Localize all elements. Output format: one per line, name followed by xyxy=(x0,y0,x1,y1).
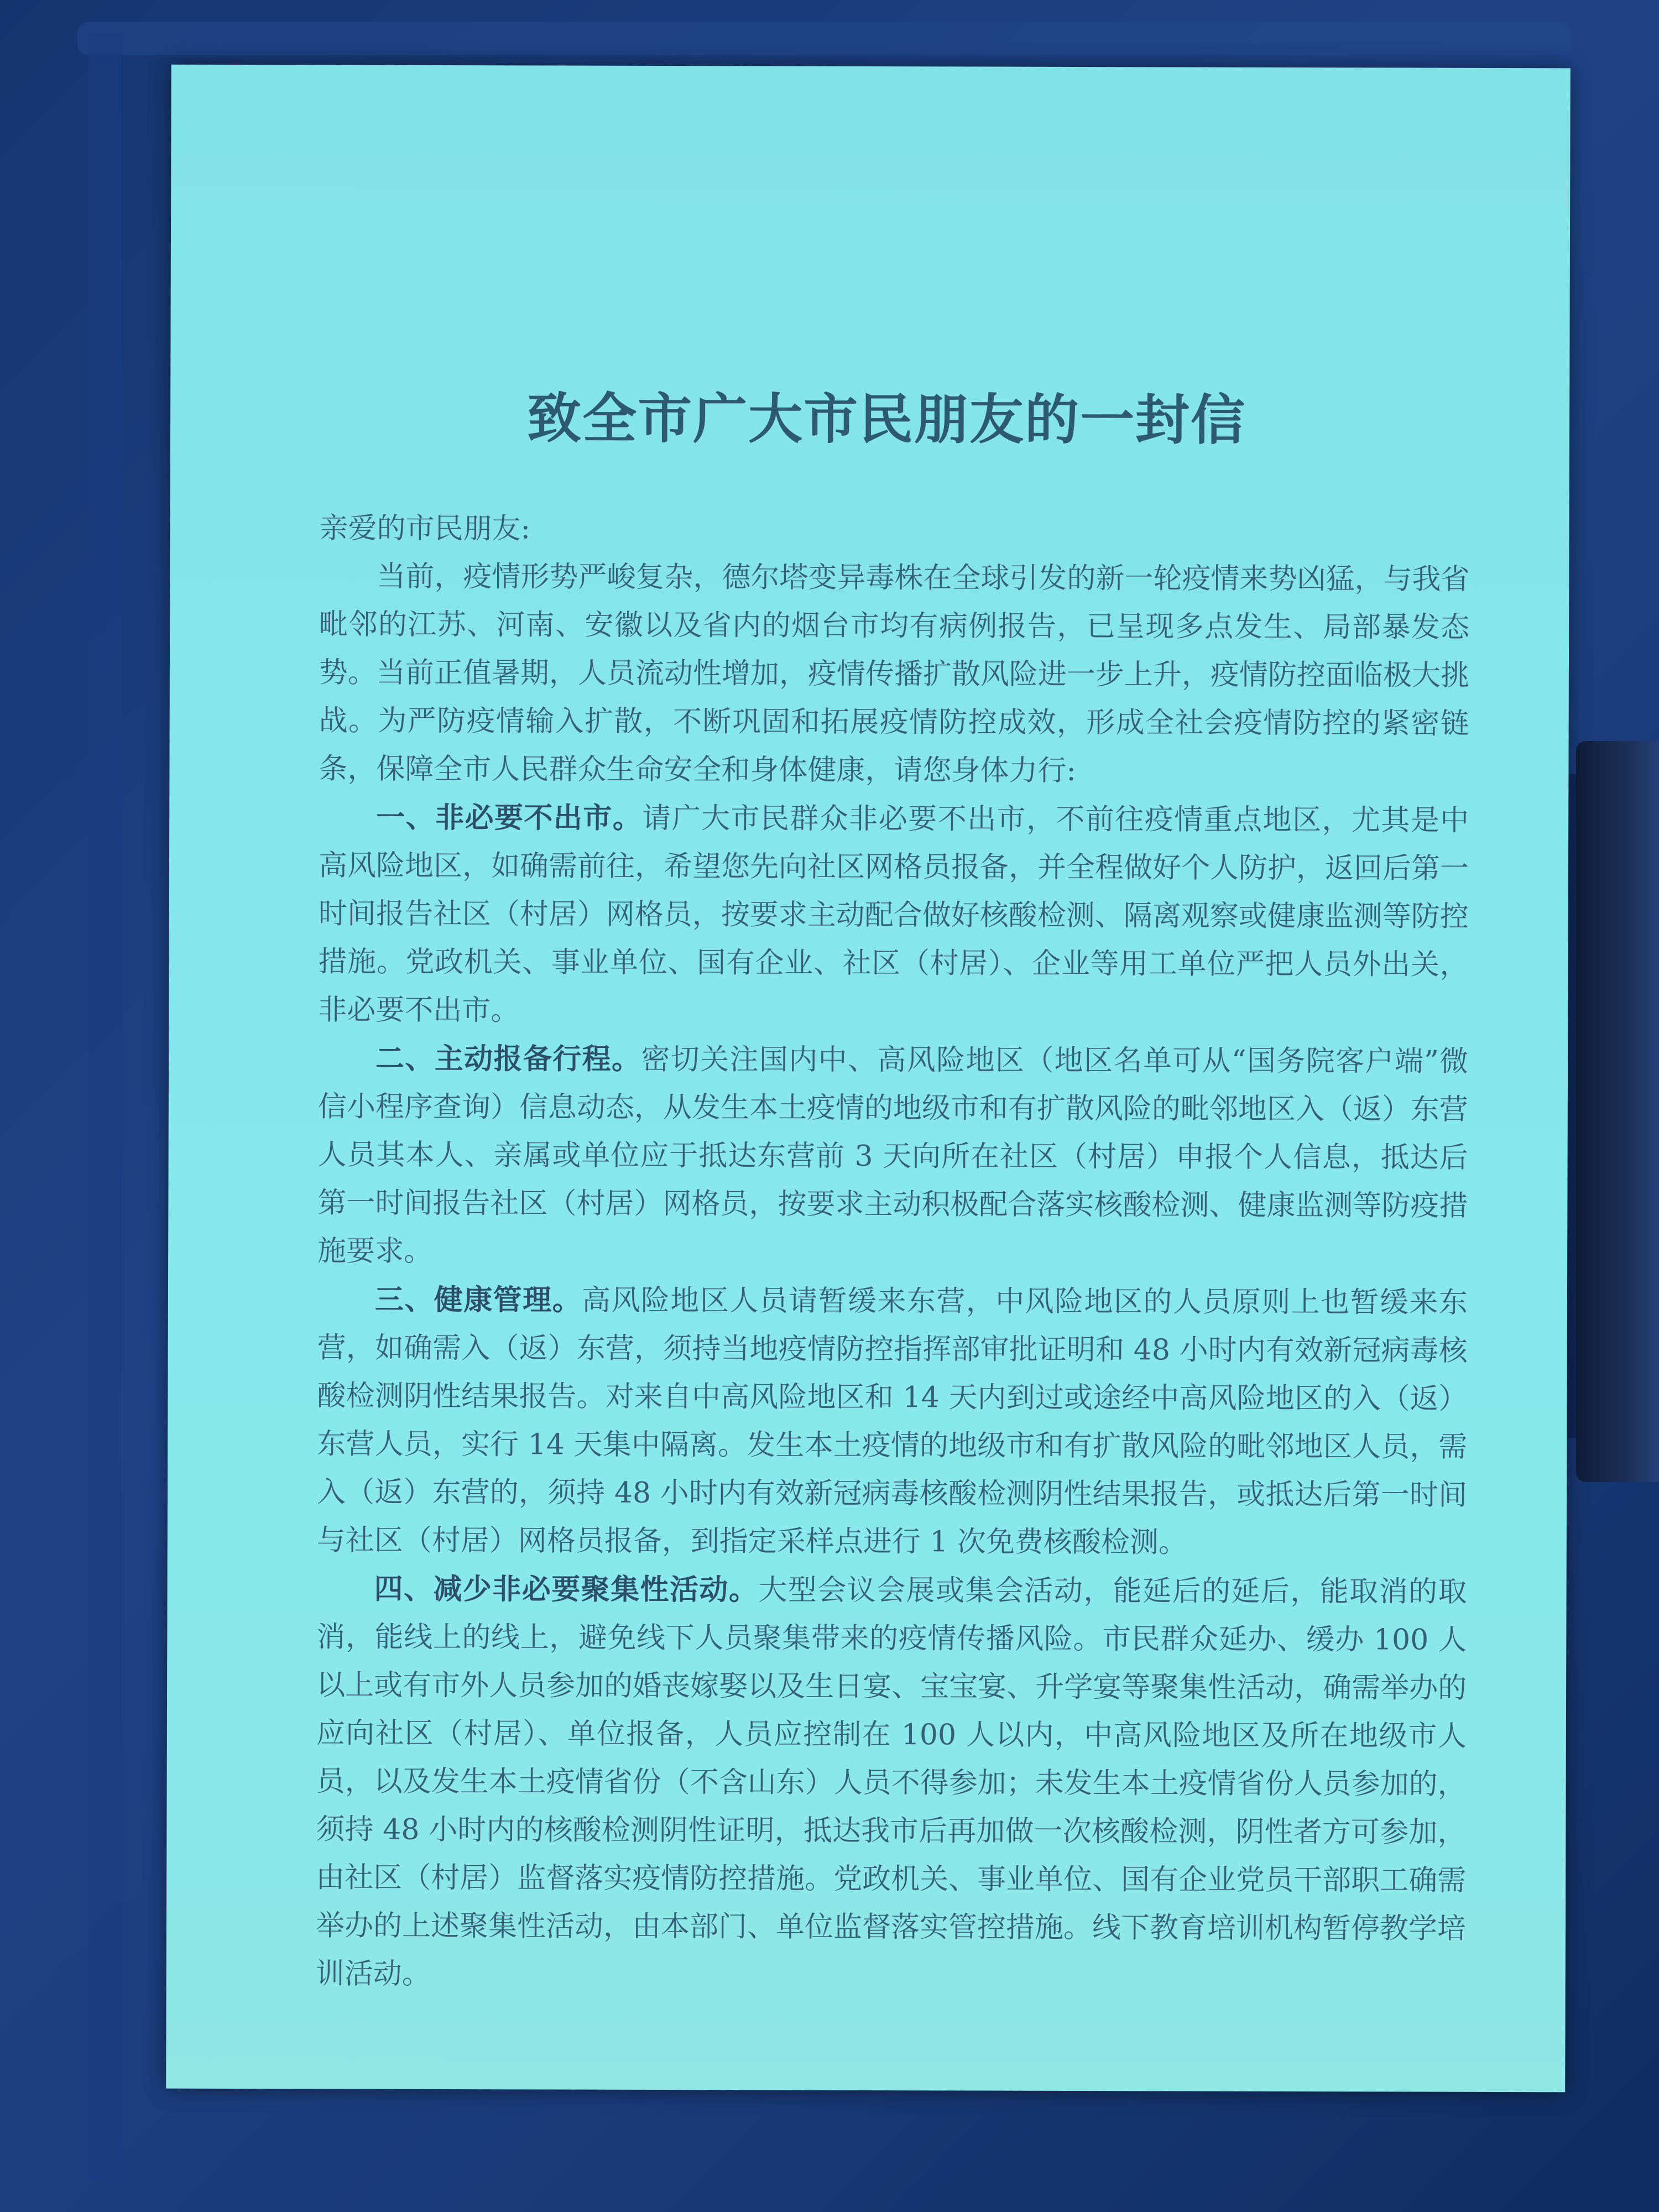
folder-top-edge xyxy=(77,22,1571,55)
section-paragraph-4 xyxy=(316,1564,1467,2001)
folder-left-edge xyxy=(88,33,122,2179)
letter-title: 致全市广大市民朋友的一封信 xyxy=(526,387,1246,452)
section-paragraph-2 xyxy=(317,1034,1468,1278)
section-heading-3: 三、健康管理。 xyxy=(374,1282,582,1317)
section-heading-4: 四、减少非必要聚集性活动。 xyxy=(374,1572,759,1607)
section-text-1: 请广大市民群众非必要不出市，不前往疫情重点地区，尤其是中高风险地区，如确需前往，希望您先向社区网格员报备，并全程做好个人防护，返回后第一时间报告社区（村居）网格员，按要求主动配合做好核酸检测、隔离观察或健康监测等防控措施。党政机关、事业单位、国有企业、社区（村居）、企业等用工单位严把人员外出关，非必要不出市。 xyxy=(318,801,1469,1027)
section-text-3: 高风险地区人员请暂缓来东营，中风险地区的人员原则上也暂缓来东营，如确需入（返）东营，须持当地疫情防控指挥部审批证明和 48 小时内有效新冠病毒核酸检测阴性结果报告。对来自中高风险地区和 14 天内到过或途经中高风险地区的入（返）东营人员，实行 14 天集中隔离。发生本土疫情的地级市和有扩散风险的毗邻地区人员，需入（返）东营的，须持 48 小时内有效新冠病毒核酸检测阴性结果报告，或抵达后第一时间与社区（村居）网格员报备，到指定采样点进行 1 次免费核酸检测。 xyxy=(316,1284,1468,1559)
letter-salutation: 亲爱的市民朋友: xyxy=(319,512,531,546)
section-heading-2: 二、主动报备行程。 xyxy=(375,1041,641,1076)
section-paragraph-1 xyxy=(318,793,1469,1037)
section-text-2: 密切关注国内中、高风险地区（地区名单可从“国务院客户端”微信小程序查询）信息动态，从发生本土疫情的地级市和有扩散风险的毗邻地区入（返）东营人员其本人、亲属或单位应于抵达东营前 3 天向所在社区（村居）申报个人信息，抵达后第一时间报告社区（村居）网格员，按要求主动积极配合落实核酸检测、健康监测等防疫措施要求。 xyxy=(317,1042,1469,1268)
letter-intro-paragraph: 当前，疫情形势严峻复杂，德尔塔变异毒株在全球引发的新一轮疫情来势凶猛，与我省毗邻的江苏、河南、安徽以及省内的烟台市均有病例报告，已呈现多点发生、局部暴发态势。当前正值暑期，人员流动性增加，疫情传播扩散风险进一步上升，疫情防控面临极大挑战。为严防疫情输入扩散，不断巩固和拓展疫情防控成效，形成全社会疫情防控的紧密链条，保障全市人民群众生命安全和身体健康，请您身体力行: xyxy=(319,560,1470,787)
section-heading-1: 一、非必要不出市。 xyxy=(376,800,643,835)
letter-body xyxy=(316,504,1470,2001)
letter-paper xyxy=(166,65,1571,2093)
section-paragraph-3 xyxy=(317,1275,1468,1567)
section-text-4: 大型会议会展或集会活动，能延后的延后，能取消的取消，能线上的线上，避免线下人员聚集带来的疫情传播风险。市民群众延办、缓办 100 人以上或有市外人员参加的婚丧嫁娶以及生日宴、宝宝宴、升学宴等聚集性活动，确需举办的应向社区（村居）、单位报备，人员应控制在 100 人以内，中高风险地区及所在地级市人员，以及发生本土疫情省份（不含山东）人员不得参加；未发生本土疫情省份人员参加的，须持 48 小时内的核酸检测阴性证明，抵达我市后再加做一次核酸检测，阴性者方可参加，由社区（村居）监督落实疫情防控措施。党政机关、事业单位、国有企业党员干部职工确需举办的上述聚集性活动，由本部门、单位监督落实管控措施。线下教育培训机构暂停教学培训活动。 xyxy=(315,1573,1467,1991)
folder-clip xyxy=(1576,741,1659,1482)
